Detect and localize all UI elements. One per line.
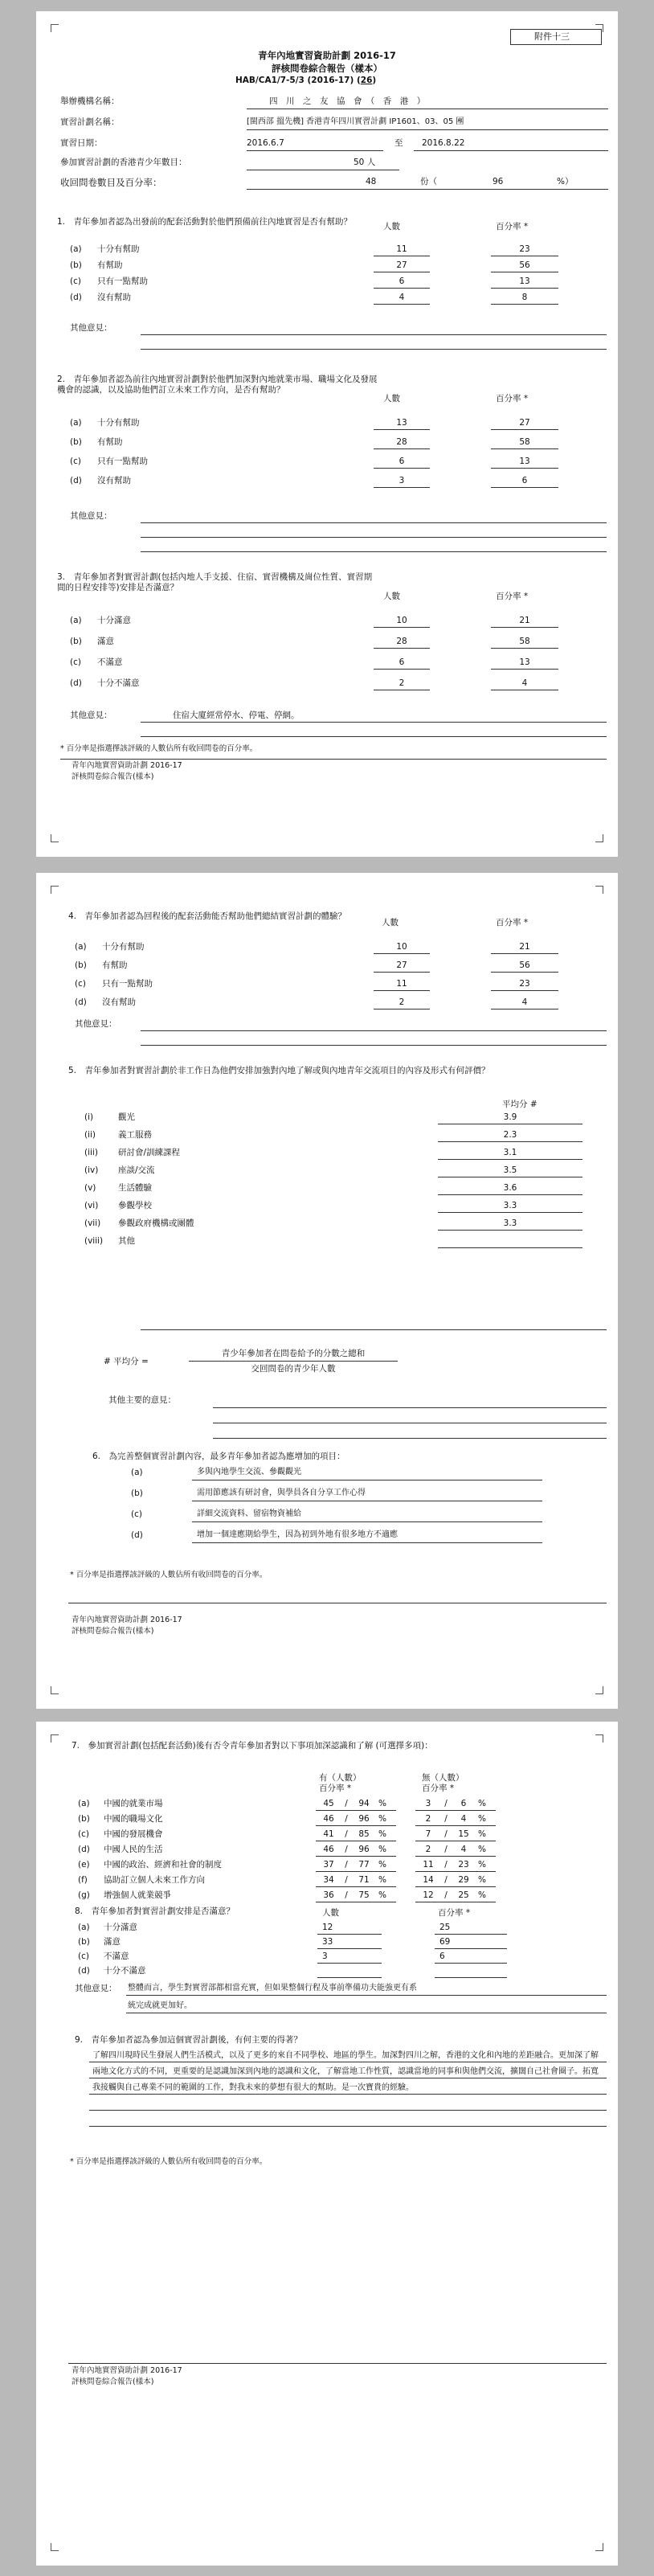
q8-row-count-line — [317, 1934, 382, 1935]
q3-row-count: 10 — [396, 616, 407, 625]
q7-row-no-unit: % — [478, 1845, 486, 1854]
q7-row-code: (b) — [78, 1814, 90, 1824]
q7-row-no-sep: / — [444, 1829, 448, 1839]
q5-row-label: 座談/交流 — [118, 1165, 155, 1175]
q6-row-code: (c) — [131, 1509, 142, 1519]
q7-row-yes-line — [316, 1886, 396, 1887]
returned-label: 收回問卷數目及百分率： — [60, 177, 162, 188]
q7-row-no-line — [415, 1856, 496, 1857]
q5-row-line — [438, 1159, 582, 1160]
q7-row-code: (c) — [78, 1829, 89, 1839]
q7-row-yes-count: 46 — [323, 1845, 334, 1854]
q7-row-yes-unit: % — [378, 1860, 386, 1870]
q8-row-pct-line — [435, 1948, 507, 1949]
q4-row-code: (c) — [75, 979, 86, 989]
q1-row-count-line — [374, 304, 430, 305]
q4-row-label: 只有一點幫助 — [102, 979, 153, 989]
q8-row-pct: 69 — [439, 1937, 451, 1947]
q5-text: 5. 青年參加者對實習計劃於非工作日為他們安排加強對內地了解或與內地青年交流項目的內容及形式有何評價？ — [68, 1066, 490, 1075]
q4-row-pct-line — [491, 990, 558, 991]
q8-row-code: (d) — [78, 1966, 90, 1976]
q7-row-no-sep: / — [444, 1799, 448, 1808]
q7-row-yes-line — [316, 1810, 396, 1811]
q3-row-pct: 4 — [521, 678, 528, 688]
participants-value: 50 人 — [354, 158, 376, 167]
q4-row-count-line — [374, 953, 430, 954]
q8-row-label: 不滿意 — [104, 1951, 129, 1961]
q7-row-yes-sep: / — [345, 1829, 348, 1839]
q7-row-yes-unit: % — [378, 1845, 386, 1854]
q1-row-pct: 23 — [519, 244, 530, 254]
q7-row-yes-line — [316, 1856, 396, 1857]
q5-row-code: (v) — [84, 1183, 96, 1193]
q3-row-code: (b) — [70, 637, 82, 646]
participants-label: 參加實習計劃的香港青少年數目： — [60, 158, 187, 167]
q2-row-count: 6 — [399, 457, 405, 466]
q7-row-yes-pct: 85 — [358, 1829, 370, 1839]
q2-row-label: 只有一點幫助 — [97, 457, 148, 466]
q1-text: 1. 青年參加者認為出發前的配套活動對於他們預備前往內地實習是否有幫助？ — [57, 217, 353, 227]
q2-row-pct-line — [491, 487, 558, 488]
q6-row-code: (a) — [131, 1468, 143, 1477]
q7-row-label: 增強個人就業競爭 — [104, 1890, 171, 1900]
q7-row-yes-sep: / — [345, 1845, 348, 1854]
q2-row-label: 沒有幫助 — [97, 476, 131, 485]
q1-row-pct-line — [491, 288, 558, 289]
q4-row-pct-line — [491, 953, 558, 954]
report-page-3 — [36, 1722, 618, 2566]
q5-row-average: 3.6 — [503, 1183, 517, 1193]
q8-row-code: (b) — [78, 1937, 90, 1947]
q7-row-label: 中國的發展機會 — [104, 1829, 163, 1839]
q6-row-code: (d) — [131, 1530, 143, 1540]
q3-row-label: 不滿意 — [97, 657, 123, 667]
q4-text: 4. 青年參加者認為回程後的配套活動能否幫助他們總結實習計劃的體驗？ — [68, 911, 347, 921]
q3-text: 3. 青年參加者對實習計劃(包括內地人手支援、住宿、實習機構及崗位性質、實習期間的日程安排等)安排是否滿意？ — [57, 572, 373, 593]
q8-row-pct-line — [435, 1977, 507, 1978]
q7-row-yes-count: 34 — [323, 1875, 334, 1885]
q2-row-pct: 58 — [519, 437, 530, 447]
q7-row-no-unit: % — [478, 1799, 486, 1808]
q6-row-text: 需用節應該有研討會，與學員各自分享工作心得 — [197, 1489, 366, 1497]
q9-text: 9. 青年參加者認為參加這個實習計劃後，有何主要的得著？ — [75, 2035, 303, 2045]
q2-row-pct-line — [491, 429, 558, 430]
q8-col-pct: 百分率 * — [438, 1908, 471, 1918]
q2-col-count: 人數 — [383, 394, 400, 403]
q4-others-label: 其他意見： — [75, 1019, 117, 1029]
q5-row-label: 其他 — [118, 1236, 135, 1246]
q5-col-avg: 平均分 # — [502, 1100, 538, 1109]
q6-row-text: 多與內地學生交流、參觀觀光 — [197, 1468, 301, 1476]
q7-row-no-count: 11 — [423, 1860, 434, 1870]
q3-row-label: 十分不滿意 — [97, 678, 140, 688]
q1-row-code: (d) — [70, 293, 82, 302]
q7-row-yes-sep: / — [345, 1814, 348, 1824]
q8-row-count: 33 — [322, 1937, 333, 1947]
q8-row-label: 十分滿意 — [104, 1923, 137, 1932]
page3-footer-2: 評核問卷綜合報告(樣本) — [72, 2377, 154, 2386]
q8-row-label: 十分不滿意 — [104, 1966, 146, 1976]
q7-row-no-pct: 4 — [460, 1845, 467, 1854]
q4-row-pct: 23 — [519, 979, 530, 989]
q2-row-pct-line — [491, 448, 558, 449]
q7-row-label: 協助訂立個人未來工作方向 — [104, 1875, 205, 1885]
q6-row-text: 增加一個達應期給學生，因為初到外地有很多地方不適應 — [197, 1530, 398, 1539]
reference-number: HAB/CA1/7-5/3 (2016-17) (26) — [235, 76, 377, 85]
page2-footer-1: 青年內地實習資助計劃 2016-17 — [72, 1616, 182, 1624]
q4-row-count-line — [374, 990, 430, 991]
q7-col-yes-pct: 百分率 * — [319, 1784, 352, 1793]
q7-row-yes-pct: 77 — [358, 1860, 370, 1870]
q4-row-label: 沒有幫助 — [102, 997, 136, 1007]
q7-row-no-unit: % — [478, 1890, 486, 1900]
q5-row-code: (vi) — [84, 1201, 99, 1210]
q5-row-average: 3.5 — [503, 1165, 517, 1175]
q3-row-pct-line — [491, 669, 558, 670]
q7-row-label: 中國的職場文化 — [104, 1814, 163, 1824]
q2-row-count-line — [374, 487, 430, 488]
q1-row-pct: 56 — [519, 260, 530, 270]
q1-row-code: (b) — [70, 260, 82, 270]
q7-row-no-sep: / — [444, 1890, 448, 1900]
q8-row-code: (c) — [78, 1951, 89, 1961]
q2-row-code: (d) — [70, 476, 82, 485]
q3-row-label: 十分滿意 — [97, 616, 131, 625]
q1-others-label: 其他意見： — [70, 323, 112, 333]
q4-row-count: 11 — [396, 979, 407, 989]
q8-row-pct: 6 — [439, 1951, 445, 1961]
q7-row-yes-count: 41 — [323, 1829, 334, 1839]
q6-text: 6. 為完善整個實習計劃內容，最多青年參加者認為應增加的項目： — [92, 1452, 345, 1461]
q4-row-pct: 4 — [521, 997, 528, 1007]
q8-row-count-line — [317, 1977, 382, 1978]
q7-row-yes-count: 46 — [323, 1814, 334, 1824]
q1-row-pct: 13 — [519, 276, 530, 286]
q7-row-no-pct: 25 — [458, 1890, 469, 1900]
q5-row-average: 3.3 — [503, 1201, 517, 1210]
q7-row-yes-line — [316, 1871, 396, 1872]
q5-formula-numerator: 青少年參加者在問卷給予的分數之總和 — [221, 1349, 366, 1358]
q2-row-code: (a) — [70, 418, 82, 428]
q1-row-label: 沒有幫助 — [97, 293, 131, 302]
q5-row-label: 參觀學校 — [118, 1201, 152, 1210]
q7-row-no-line — [415, 1810, 496, 1811]
q2-row-count: 28 — [396, 437, 407, 447]
q7-row-yes-count: 45 — [323, 1799, 334, 1808]
q2-row-pct: 6 — [521, 476, 528, 485]
q2-row-pct-line — [491, 468, 558, 469]
q7-row-label: 中國人民的生活 — [104, 1845, 163, 1854]
q2-row-count-line — [374, 468, 430, 469]
report-page-1 — [36, 11, 618, 857]
q7-row-no-sep: / — [444, 1875, 448, 1885]
q5-row-average: 3.3 — [503, 1218, 517, 1228]
q3-col-pct: 百分率 * — [496, 592, 529, 601]
q7-row-no-unit: % — [478, 1814, 486, 1824]
q7-row-no-unit: % — [478, 1829, 486, 1839]
q1-row-label: 只有一點幫助 — [97, 276, 148, 286]
q4-row-pct: 21 — [519, 942, 530, 952]
page1-footnote: * 百分率是指選擇該評級的人數佔所有收回問卷的百分率。 — [60, 744, 258, 753]
q7-row-no-count: 2 — [425, 1814, 431, 1824]
q5-others-label: 其他主要的意見： — [108, 1395, 176, 1405]
q7-row-no-count: 7 — [425, 1829, 431, 1839]
page3-footnote: * 百分率是指選擇該評級的人數佔所有收回問卷的百分率。 — [70, 2157, 268, 2166]
q5-row-code: (viii) — [84, 1236, 104, 1246]
q1-row-code: (c) — [70, 276, 81, 286]
title-line-1: 青年內地實習資助計劃 2016-17 — [258, 50, 396, 61]
q3-row-count-line — [374, 648, 430, 649]
q2-text: 2. 青年參加者認為前往內地實習計劃對於他們加深對內地就業市場、職場文化及發展機會的認識，以及協助他們訂立未來工作方向，是否有幫助？ — [57, 375, 378, 395]
q7-row-yes-unit: % — [378, 1814, 386, 1824]
q7-row-yes-sep: / — [345, 1860, 348, 1870]
q8-row-count-line — [317, 1963, 382, 1964]
q7-row-label: 中國的就業市場 — [104, 1799, 163, 1808]
date-from: 2016.6.7 — [247, 138, 284, 148]
page2-footer-2: 評核問卷綜合報告(樣本) — [72, 1627, 154, 1636]
q2-row-code: (c) — [70, 457, 81, 466]
q3-col-count: 人數 — [383, 592, 400, 601]
q8-text: 8. 青年參加者對實習計劃安排是否滿意？ — [75, 1906, 235, 1916]
q7-row-yes-unit: % — [378, 1799, 386, 1808]
q1-col-pct: 百分率 * — [496, 222, 529, 231]
q1-col-count: 人數 — [383, 222, 400, 231]
q8-row-label: 滿意 — [104, 1937, 121, 1947]
q7-row-no-sep: / — [444, 1860, 448, 1870]
org-value: 四 川 之 友 協 會 （ 香 港 ） — [269, 96, 426, 106]
q5-row-label: 生活體驗 — [118, 1183, 152, 1193]
q3-row-code: (d) — [70, 678, 82, 688]
q7-col-no-pct: 百分率 * — [422, 1784, 455, 1793]
q2-row-pct: 13 — [519, 457, 530, 466]
q2-row-count-line — [374, 448, 430, 449]
q1-row-pct-line — [491, 304, 558, 305]
q1-row-label: 有幫助 — [97, 260, 123, 270]
q7-row-yes-pct: 96 — [358, 1814, 370, 1824]
q7-row-yes-pct: 75 — [358, 1890, 370, 1900]
returned-pct-unit: %） — [557, 177, 574, 186]
returned-count: 48 — [366, 177, 377, 186]
q4-row-pct-line — [491, 1009, 558, 1010]
q1-row-pct: 8 — [521, 293, 528, 302]
date-label: 實習日期： — [60, 138, 103, 148]
plan-value: [閩西部 搵先機] 香港青年四川實習計劃 IP1601、03、05 團 — [247, 117, 464, 126]
q7-row-yes-count: 36 — [323, 1890, 334, 1900]
q8-row-pct-line — [435, 1963, 507, 1964]
q2-row-label: 十分有幫助 — [97, 418, 140, 428]
q4-row-code: (a) — [75, 942, 87, 952]
returned-pct: 96 — [493, 177, 504, 186]
q7-col-yes: 有（人數） — [319, 1773, 362, 1783]
q4-row-count: 2 — [399, 997, 405, 1007]
q8-others-line-2: 統完成就更加好。 — [128, 2001, 192, 2010]
q7-row-yes-pct: 96 — [358, 1845, 370, 1854]
q3-row-pct-line — [491, 627, 558, 628]
q5-row-code: (iii) — [84, 1148, 98, 1157]
q7-row-no-pct: 15 — [458, 1829, 469, 1839]
q3-row-count: 28 — [396, 637, 407, 646]
q7-row-yes-unit: % — [378, 1875, 386, 1885]
q2-row-label: 有幫助 — [97, 437, 123, 447]
q5-row-average: 3.9 — [503, 1112, 517, 1122]
q4-row-pct-line — [491, 972, 558, 973]
q8-row-pct: 25 — [439, 1923, 451, 1932]
q6-row-code: (b) — [131, 1489, 143, 1498]
q5-row-line — [438, 1230, 582, 1231]
q3-row-pct: 21 — [519, 616, 530, 625]
q7-row-no-sep: / — [444, 1814, 448, 1824]
q6-row-line — [192, 1521, 542, 1522]
q7-row-no-count: 2 — [425, 1845, 431, 1854]
q4-row-code: (b) — [75, 960, 87, 970]
q7-row-yes-sep: / — [345, 1799, 348, 1808]
q7-row-no-line — [415, 1886, 496, 1887]
title-line-2: 評核問卷綜合報告（樣本） — [272, 63, 382, 74]
q3-row-code: (c) — [70, 657, 81, 667]
q8-row-count-line — [317, 1948, 382, 1949]
q6-row-line — [192, 1542, 542, 1543]
q1-row-label: 十分有幫助 — [97, 244, 140, 254]
q7-row-no-pct: 23 — [458, 1860, 469, 1870]
q7-row-no-unit: % — [478, 1860, 486, 1870]
q5-row-line — [438, 1141, 582, 1142]
q2-row-code: (b) — [70, 437, 82, 447]
q4-row-count: 27 — [396, 960, 407, 970]
q2-row-count: 13 — [396, 418, 407, 428]
q2-row-count: 3 — [399, 476, 405, 485]
q7-row-no-pct: 29 — [458, 1875, 469, 1885]
q5-row-label: 研討會/訓練課程 — [118, 1148, 181, 1157]
q7-row-code: (e) — [78, 1860, 90, 1870]
q4-col-pct: 百分率 * — [496, 918, 529, 928]
q4-col-count: 人數 — [382, 918, 399, 928]
q8-row-count: 3 — [322, 1951, 328, 1961]
q3-others-value: 住宿大廈經常停水、停電、停網。 — [173, 711, 300, 720]
q7-row-no-count: 3 — [425, 1799, 431, 1808]
q7-row-no-unit: % — [478, 1875, 486, 1885]
q3-row-count-line — [374, 669, 430, 670]
q5-row-average: 3.1 — [503, 1148, 517, 1157]
q7-row-no-count: 12 — [423, 1890, 434, 1900]
q7-row-yes-sep: / — [345, 1890, 348, 1900]
q3-row-label: 滿意 — [97, 637, 114, 646]
q7-row-no-count: 14 — [423, 1875, 434, 1885]
q1-row-count-line — [374, 288, 430, 289]
q2-col-pct: 百分率 * — [496, 394, 529, 403]
report-page-2 — [36, 873, 618, 1709]
q7-text: 7. 參加實習計劃(包括配套活動)後有否令青年參加者對以下事項加深認識和了解 (可選擇多項)： — [72, 1741, 433, 1751]
q7-row-yes-unit: % — [378, 1829, 386, 1839]
page1-footer-1: 青年內地實習資助計劃 2016-17 — [72, 761, 182, 770]
q1-row-count: 27 — [396, 260, 407, 270]
q1-row-count: 4 — [399, 293, 405, 302]
q7-row-yes-sep: / — [345, 1875, 348, 1885]
q7-row-yes-line — [316, 1825, 396, 1826]
q7-row-yes-pct: 94 — [358, 1799, 370, 1808]
q8-col-count: 人數 — [322, 1908, 339, 1918]
q7-row-yes-unit: % — [378, 1890, 386, 1900]
q7-row-no-line — [415, 1825, 496, 1826]
q7-row-code: (f) — [78, 1875, 88, 1885]
q3-row-pct-line — [491, 648, 558, 649]
q7-row-yes-count: 37 — [323, 1860, 334, 1870]
date-to-label: 至 — [394, 138, 403, 148]
q7-row-code: (a) — [78, 1799, 90, 1808]
q5-row-code: (vii) — [84, 1218, 101, 1228]
q1-row-count: 11 — [396, 244, 407, 254]
q3-row-pct: 13 — [519, 657, 530, 667]
q8-row-code: (a) — [78, 1923, 90, 1932]
org-label: 舉辦機構名稱： — [60, 96, 120, 106]
q7-row-no-pct: 6 — [460, 1799, 467, 1808]
q7-row-no-pct: 4 — [460, 1814, 467, 1824]
q7-row-label: 中國的政治、經濟和社會的制度 — [104, 1860, 222, 1870]
q2-row-pct: 27 — [519, 418, 530, 428]
page2-footnote: * 百分率是指選擇該評級的人數佔所有收回問卷的百分率。 — [70, 1571, 268, 1579]
q3-row-pct: 58 — [519, 637, 530, 646]
q3-row-count: 2 — [399, 678, 405, 688]
q8-row-count: 12 — [322, 1923, 333, 1932]
q1-row-code: (a) — [70, 244, 82, 254]
q3-others-label: 其他意見： — [70, 711, 112, 720]
date-to: 2016.8.22 — [422, 138, 465, 148]
q4-row-count: 10 — [396, 942, 407, 952]
q7-row-code: (d) — [78, 1845, 90, 1854]
q8-row-pct-line — [435, 1934, 507, 1935]
q8-others-line-1: 整體而言，學生對實習部都相當充實，但如果整個行程及事前準備功夫能強更有系 — [128, 1984, 417, 1992]
q5-row-line — [438, 1247, 582, 1248]
q3-row-count: 6 — [399, 657, 405, 667]
q5-row-code: (ii) — [84, 1130, 96, 1140]
q1-row-count: 6 — [399, 276, 405, 286]
q5-formula-label: # 平均分 = — [104, 1357, 149, 1366]
plan-label: 實習計劃名稱： — [60, 117, 120, 127]
q4-row-label: 有幫助 — [102, 960, 128, 970]
q3-row-count-line — [374, 627, 430, 628]
q7-row-code: (g) — [78, 1890, 90, 1900]
q5-row-line — [438, 1212, 582, 1213]
q5-row-line — [438, 1194, 582, 1195]
page3-footer-1: 青年內地實習資助計劃 2016-17 — [72, 2366, 182, 2375]
q4-row-pct: 56 — [519, 960, 530, 970]
q5-row-label: 義工服務 — [118, 1130, 152, 1140]
q5-row-label: 參觀政府機構或團體 — [118, 1218, 194, 1228]
q5-row-label: 觀光 — [118, 1112, 135, 1122]
q5-row-code: (i) — [84, 1112, 94, 1122]
q7-row-yes-pct: 71 — [358, 1875, 370, 1885]
q3-row-code: (a) — [70, 616, 82, 625]
q8-others-label: 其他意見： — [75, 1984, 117, 1993]
q7-row-no-line — [415, 1871, 496, 1872]
q6-row-text: 詳細交流資料、留宿物資補給 — [197, 1509, 301, 1518]
q7-col-no: 無（人數） — [422, 1773, 464, 1783]
q4-row-count-line — [374, 1009, 430, 1010]
q5-formula-denominator: 交回問卷的青少年人數 — [251, 1364, 336, 1374]
q4-row-code: (d) — [75, 997, 87, 1007]
q4-row-count-line — [374, 972, 430, 973]
returned-unit: 份（ — [420, 177, 437, 186]
q2-row-count-line — [374, 429, 430, 430]
page1-footer-2: 評核問卷綜合報告(樣本) — [72, 772, 154, 781]
q4-row-label: 十分有幫助 — [102, 942, 145, 952]
q7-row-no-sep: / — [444, 1845, 448, 1854]
q5-row-code: (iv) — [84, 1165, 99, 1175]
q9-answer: 了解四川現時民生發展人們生活模式，以及了更多的來自不同學校、地區的學生。加深對四川之解，香港的文化和內地的差距融合。更加深了解兩地文化方式的不同，更重要的是認識加深到內地的認識和文化，了解當地工作性質，認識當地的同事和與他們交流，擴闊自己社會圈子。拓寬我接觸與自己專業不同的範圍的工作，對我未來的夢想有很大的幫助。是一次寶貴的經驗。 — [92, 2051, 599, 2092]
annex-label: 附件十三 — [534, 31, 570, 42]
q5-row-average: 2.3 — [503, 1130, 517, 1140]
q2-others-label: 其他意見： — [70, 511, 112, 521]
